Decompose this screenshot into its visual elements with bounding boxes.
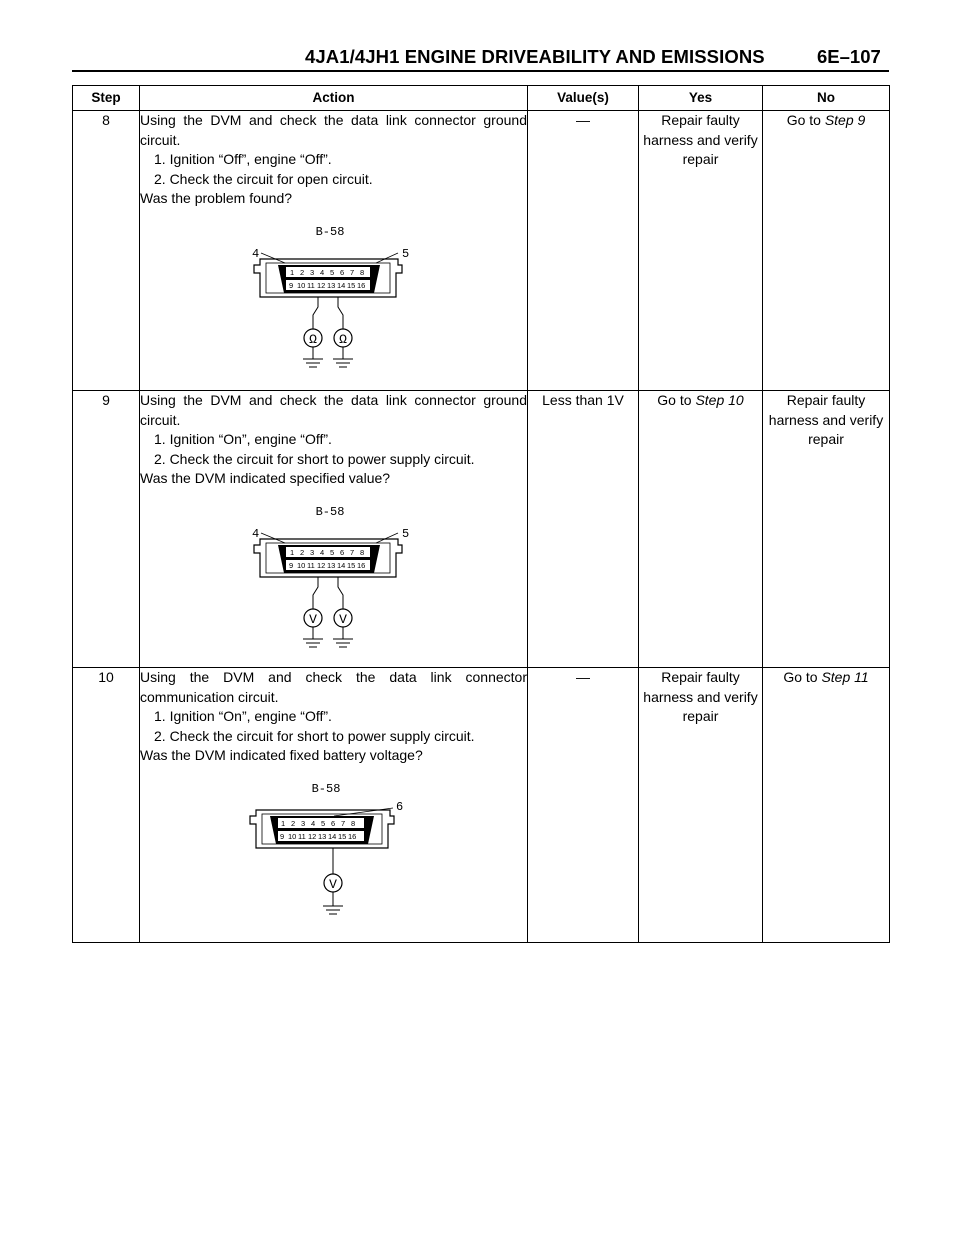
action-substep: 2. Check the circuit for open circuit.	[154, 170, 373, 187]
connector-pin: 1	[290, 547, 295, 557]
goto-prefix: Go to	[657, 392, 696, 408]
connector-pin-row-bottom	[286, 560, 370, 570]
connector-pin: 2	[300, 547, 305, 557]
connector-pin: 9	[289, 560, 294, 570]
connector-diagram	[140, 776, 527, 942]
column-header-yes: Yes	[639, 86, 763, 111]
connector-pin: 5	[330, 267, 335, 277]
pin-callout: 6	[396, 799, 404, 814]
value-cell: Less than 1V	[528, 391, 639, 668]
connector-pin: 12	[317, 280, 326, 290]
action-question: Was the DVM indicated specified value?	[140, 470, 391, 486]
action-intro: Using the DVM and check the data link connector ground circuit.	[140, 392, 527, 428]
connector-pin: 13	[318, 831, 327, 841]
meter-symbol: Ω	[339, 331, 347, 347]
connector-pin: 2	[300, 267, 305, 277]
connector-pin: 7	[350, 267, 355, 277]
connector-pin: 3	[310, 547, 315, 557]
connector-pin: 8	[360, 267, 365, 277]
action-question: Was the DVM indicated fixed battery voltage?	[140, 747, 423, 763]
connector-pin: 2	[291, 818, 296, 828]
pin-callout: 4	[252, 246, 260, 261]
action-intro: Using the DVM and check the data link connector communication circuit.	[140, 669, 527, 705]
connector-pin-row-top	[286, 547, 370, 557]
ground-icon	[333, 639, 353, 647]
connector-pin: 16	[357, 560, 366, 570]
goto-step-link: Step 9	[824, 112, 866, 128]
connector-diagram-svg	[140, 219, 512, 379]
table-row	[73, 668, 890, 943]
ground-icon	[323, 906, 343, 914]
connector-pin: 16	[357, 280, 366, 290]
no-cell	[763, 111, 890, 391]
connector-pin: 14	[337, 280, 346, 290]
ground-icon	[333, 359, 353, 367]
connector-pin-row-bottom	[278, 831, 364, 841]
action-substep: 1. Ignition “Off”, engine “Off”.	[154, 151, 332, 167]
connector-pin: 8	[360, 547, 365, 557]
connector-pin: 1	[281, 818, 286, 828]
connector-pin: 1	[290, 267, 295, 277]
action-substep: 2. Check the circuit for short to power supply circuit.	[154, 450, 475, 467]
pin-callout: 4	[252, 526, 260, 541]
goto-step-link: Step 11	[821, 669, 869, 685]
meter-symbol: V	[309, 611, 317, 627]
connector-pin-row-top	[278, 818, 364, 828]
connector-pin: 7	[350, 547, 355, 557]
action-intro: Using the DVM and check the data link connector ground circuit.	[140, 112, 527, 148]
connector-label: B-58	[315, 504, 345, 519]
connector-pin: 12	[308, 831, 317, 841]
value-cell: —	[528, 668, 639, 943]
action-cell	[140, 111, 528, 391]
connector-pin: 13	[327, 280, 336, 290]
page-number: 6E–107	[817, 46, 881, 67]
goto-step-link: Step 10	[695, 392, 744, 408]
table-header-row	[73, 86, 890, 111]
connector-pin: 5	[321, 818, 326, 828]
table-row	[73, 391, 890, 668]
connector-pin: 16	[348, 831, 357, 841]
connector-pin: 6	[331, 818, 336, 828]
connector-pin: 14	[337, 560, 346, 570]
connector-pin: 11	[307, 560, 315, 570]
connector-pin: 3	[310, 267, 315, 277]
connector-diagram-svg	[140, 776, 512, 936]
yes-cell	[639, 391, 763, 668]
connector-pin: 10	[297, 560, 306, 570]
connector-pin: 11	[307, 280, 315, 290]
column-header-values: Value(s)	[528, 86, 639, 111]
yes-cell: Repair faulty harness and verify repair	[639, 668, 763, 943]
column-header-no: No	[763, 86, 890, 111]
column-header-step: Step	[73, 86, 140, 111]
connector-pin: 3	[301, 818, 306, 828]
connector-diagram	[140, 219, 527, 385]
connector-pin: 13	[327, 560, 336, 570]
connector-pin: 14	[328, 831, 337, 841]
connector-pin: 4	[320, 267, 325, 277]
action-substep: 1. Ignition “On”, engine “Off”.	[154, 431, 332, 447]
action-question: Was the problem found?	[140, 190, 293, 206]
connector-label: B-58	[315, 224, 345, 239]
meter-symbol: Ω	[309, 331, 317, 347]
step-number: 8	[73, 111, 140, 391]
goto-prefix: Go to	[786, 112, 825, 128]
connector-pin: 12	[317, 560, 326, 570]
header-rule	[72, 70, 889, 72]
connector-pin: 15	[347, 280, 356, 290]
pin-callout: 5	[402, 526, 410, 541]
procedure-table	[72, 85, 890, 943]
ground-icon	[303, 639, 323, 647]
ground-icon	[303, 359, 323, 367]
connector-pin-row-bottom	[286, 280, 370, 290]
connector-pin: 15	[338, 831, 347, 841]
action-cell	[140, 391, 528, 668]
action-substep: 2. Check the circuit for short to power supply circuit.	[154, 727, 475, 744]
action-substep: 1. Ignition “On”, engine “Off”.	[154, 708, 332, 724]
goto-prefix: Go to	[783, 669, 822, 685]
connector-pin: 7	[341, 818, 346, 828]
connector-pin: 6	[340, 547, 345, 557]
connector-diagram-svg	[140, 499, 512, 659]
connector-pin: 8	[351, 818, 356, 828]
value-cell: —	[528, 111, 639, 391]
action-cell	[140, 668, 528, 943]
column-header-action: Action	[140, 86, 528, 111]
connector-label: B-58	[311, 781, 341, 796]
meter-symbol: V	[329, 876, 337, 892]
connector-pin: 9	[289, 280, 294, 290]
connector-pin: 4	[320, 547, 325, 557]
step-number: 10	[73, 668, 140, 943]
no-cell: Repair faulty harness and verify repair	[763, 391, 890, 668]
connector-pin: 11	[298, 831, 306, 841]
connector-pin: 5	[330, 547, 335, 557]
yes-cell: Repair faulty harness and verify repair	[639, 111, 763, 391]
page-title: 4JA1/4JH1 ENGINE DRIVEABILITY AND EMISSIONS	[305, 46, 765, 67]
connector-pin-row-top	[286, 267, 370, 277]
step-number: 9	[73, 391, 140, 668]
no-cell	[763, 668, 890, 943]
connector-pin: 15	[347, 560, 356, 570]
connector-pin: 4	[311, 818, 316, 828]
table-row	[73, 111, 890, 391]
connector-pin: 10	[297, 280, 306, 290]
connector-pin: 9	[280, 831, 285, 841]
meter-symbol: V	[339, 611, 347, 627]
connector-pin: 10	[288, 831, 297, 841]
pin-callout: 5	[402, 246, 410, 261]
connector-pin: 6	[340, 267, 345, 277]
connector-diagram	[140, 499, 527, 665]
